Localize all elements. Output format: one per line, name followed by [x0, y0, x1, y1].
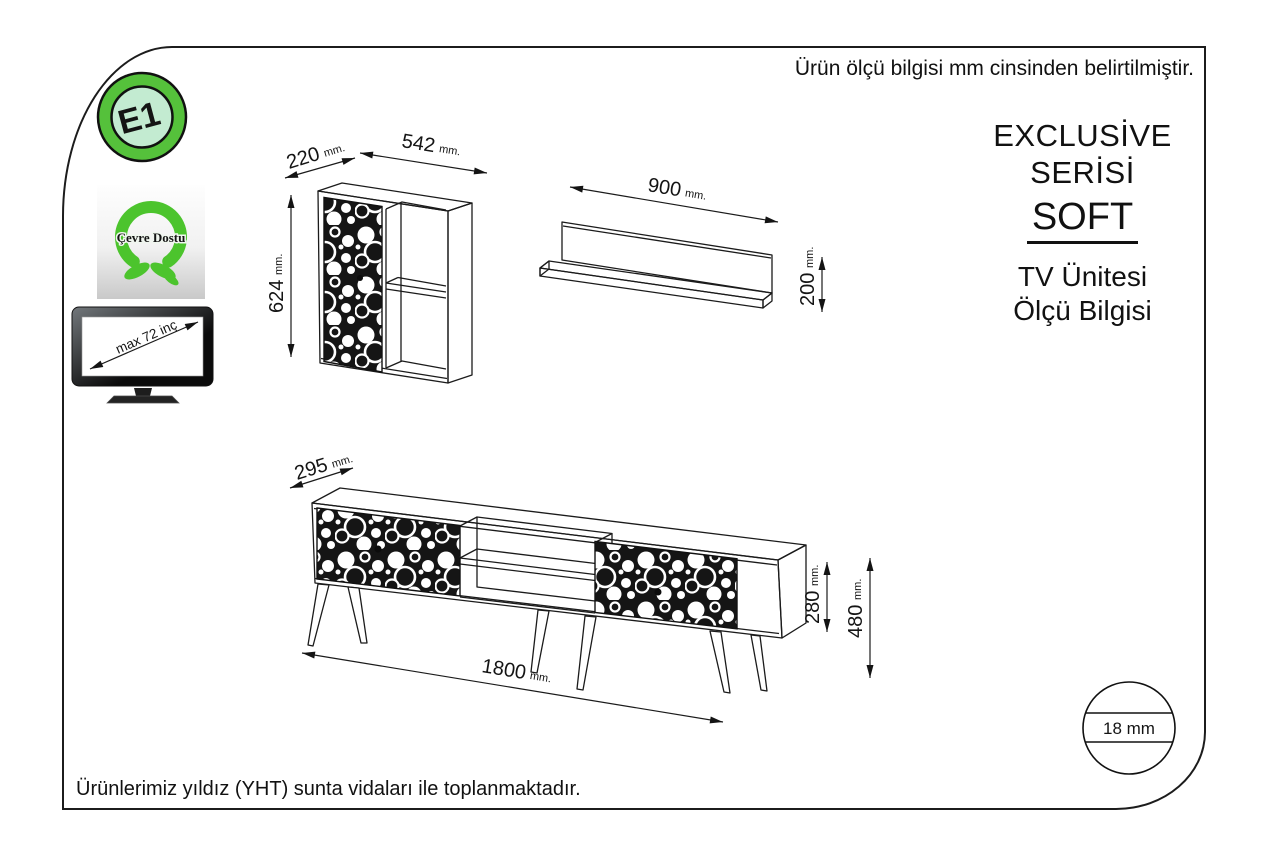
svg-text:mm.: mm.: [273, 253, 285, 275]
e1-badge-icon: [95, 70, 190, 165]
tv-stand-right-door-pattern: [595, 542, 737, 629]
wall-shelf-drawing: [525, 165, 860, 325]
cabinet-height-label: [266, 254, 288, 313]
product-title-line2: Ölçü Bilgisi: [1013, 294, 1152, 326]
wall-cabinet-door-pattern: [324, 198, 382, 373]
tv-max-label: max 72 inç: [113, 316, 180, 357]
cabinet-depth-label: [284, 135, 347, 173]
svg-text:mm.: mm.: [809, 564, 821, 586]
svg-text:542: 542: [400, 130, 437, 158]
footer-note: Ürünlerimiz yıldız (YHT) sunta vidaları ile toplanmaktadır.: [76, 778, 581, 800]
series-title-line2: SERİSİ: [1030, 154, 1135, 190]
svg-text:480: 480: [845, 604, 867, 638]
svg-text:mm.: mm.: [322, 142, 347, 160]
header-note: Ürün ölçü bilgisi mm cinsinden belirtilmiştir.: [794, 57, 1194, 80]
wall-cabinet-drawing: [255, 125, 505, 415]
series-title-line1: EXCLUSİVE: [993, 118, 1172, 153]
tv-stand-neck: [134, 388, 152, 396]
cabinet-width-arrow: [360, 153, 487, 173]
series-name: SOFT: [955, 195, 1210, 244]
stand-width-label: [480, 655, 553, 688]
cabinet-width-label: [400, 130, 462, 161]
wall-cabinet-knob: [357, 275, 363, 281]
product-title-line1: TV Ünitesi: [1017, 260, 1148, 292]
tv-stand-drawing: [285, 450, 890, 750]
svg-text:mm.: mm.: [529, 670, 553, 686]
title-block: [955, 118, 1210, 327]
svg-text:mm.: mm.: [852, 578, 864, 600]
svg-text:900: 900: [646, 174, 683, 202]
svg-text:280: 280: [802, 590, 824, 624]
shelf-height-label: [797, 247, 819, 306]
svg-text:mm.: mm.: [330, 453, 355, 471]
svg-text:mm.: mm.: [684, 187, 708, 203]
stand-body-height-label: [802, 565, 824, 624]
eco-label: Çevre Dostu: [116, 230, 186, 245]
tv-stand-base: [107, 396, 179, 403]
tv-stand-left-door-pattern: [317, 508, 460, 596]
thickness-label: 18 mm: [1103, 719, 1155, 738]
svg-text:mm.: mm.: [804, 246, 816, 268]
e1-label: E1: [114, 94, 165, 143]
wall-shelf-body: [540, 222, 772, 308]
svg-text:624: 624: [266, 279, 288, 313]
svg-text:mm.: mm.: [438, 143, 462, 159]
tv-max-size-icon: [70, 305, 220, 405]
board-thickness-symbol: [1080, 679, 1180, 779]
svg-text:1800: 1800: [480, 655, 528, 685]
stand-depth-label: [292, 450, 355, 485]
svg-text:220: 220: [284, 142, 323, 174]
tv-stand-left-knob: [375, 546, 382, 553]
stand-total-height-label: [845, 579, 867, 638]
tv-stand-right-knob: [655, 589, 662, 596]
svg-text:295: 295: [292, 453, 331, 485]
eco-logo: [97, 185, 205, 299]
svg-text:200: 200: [797, 272, 819, 306]
